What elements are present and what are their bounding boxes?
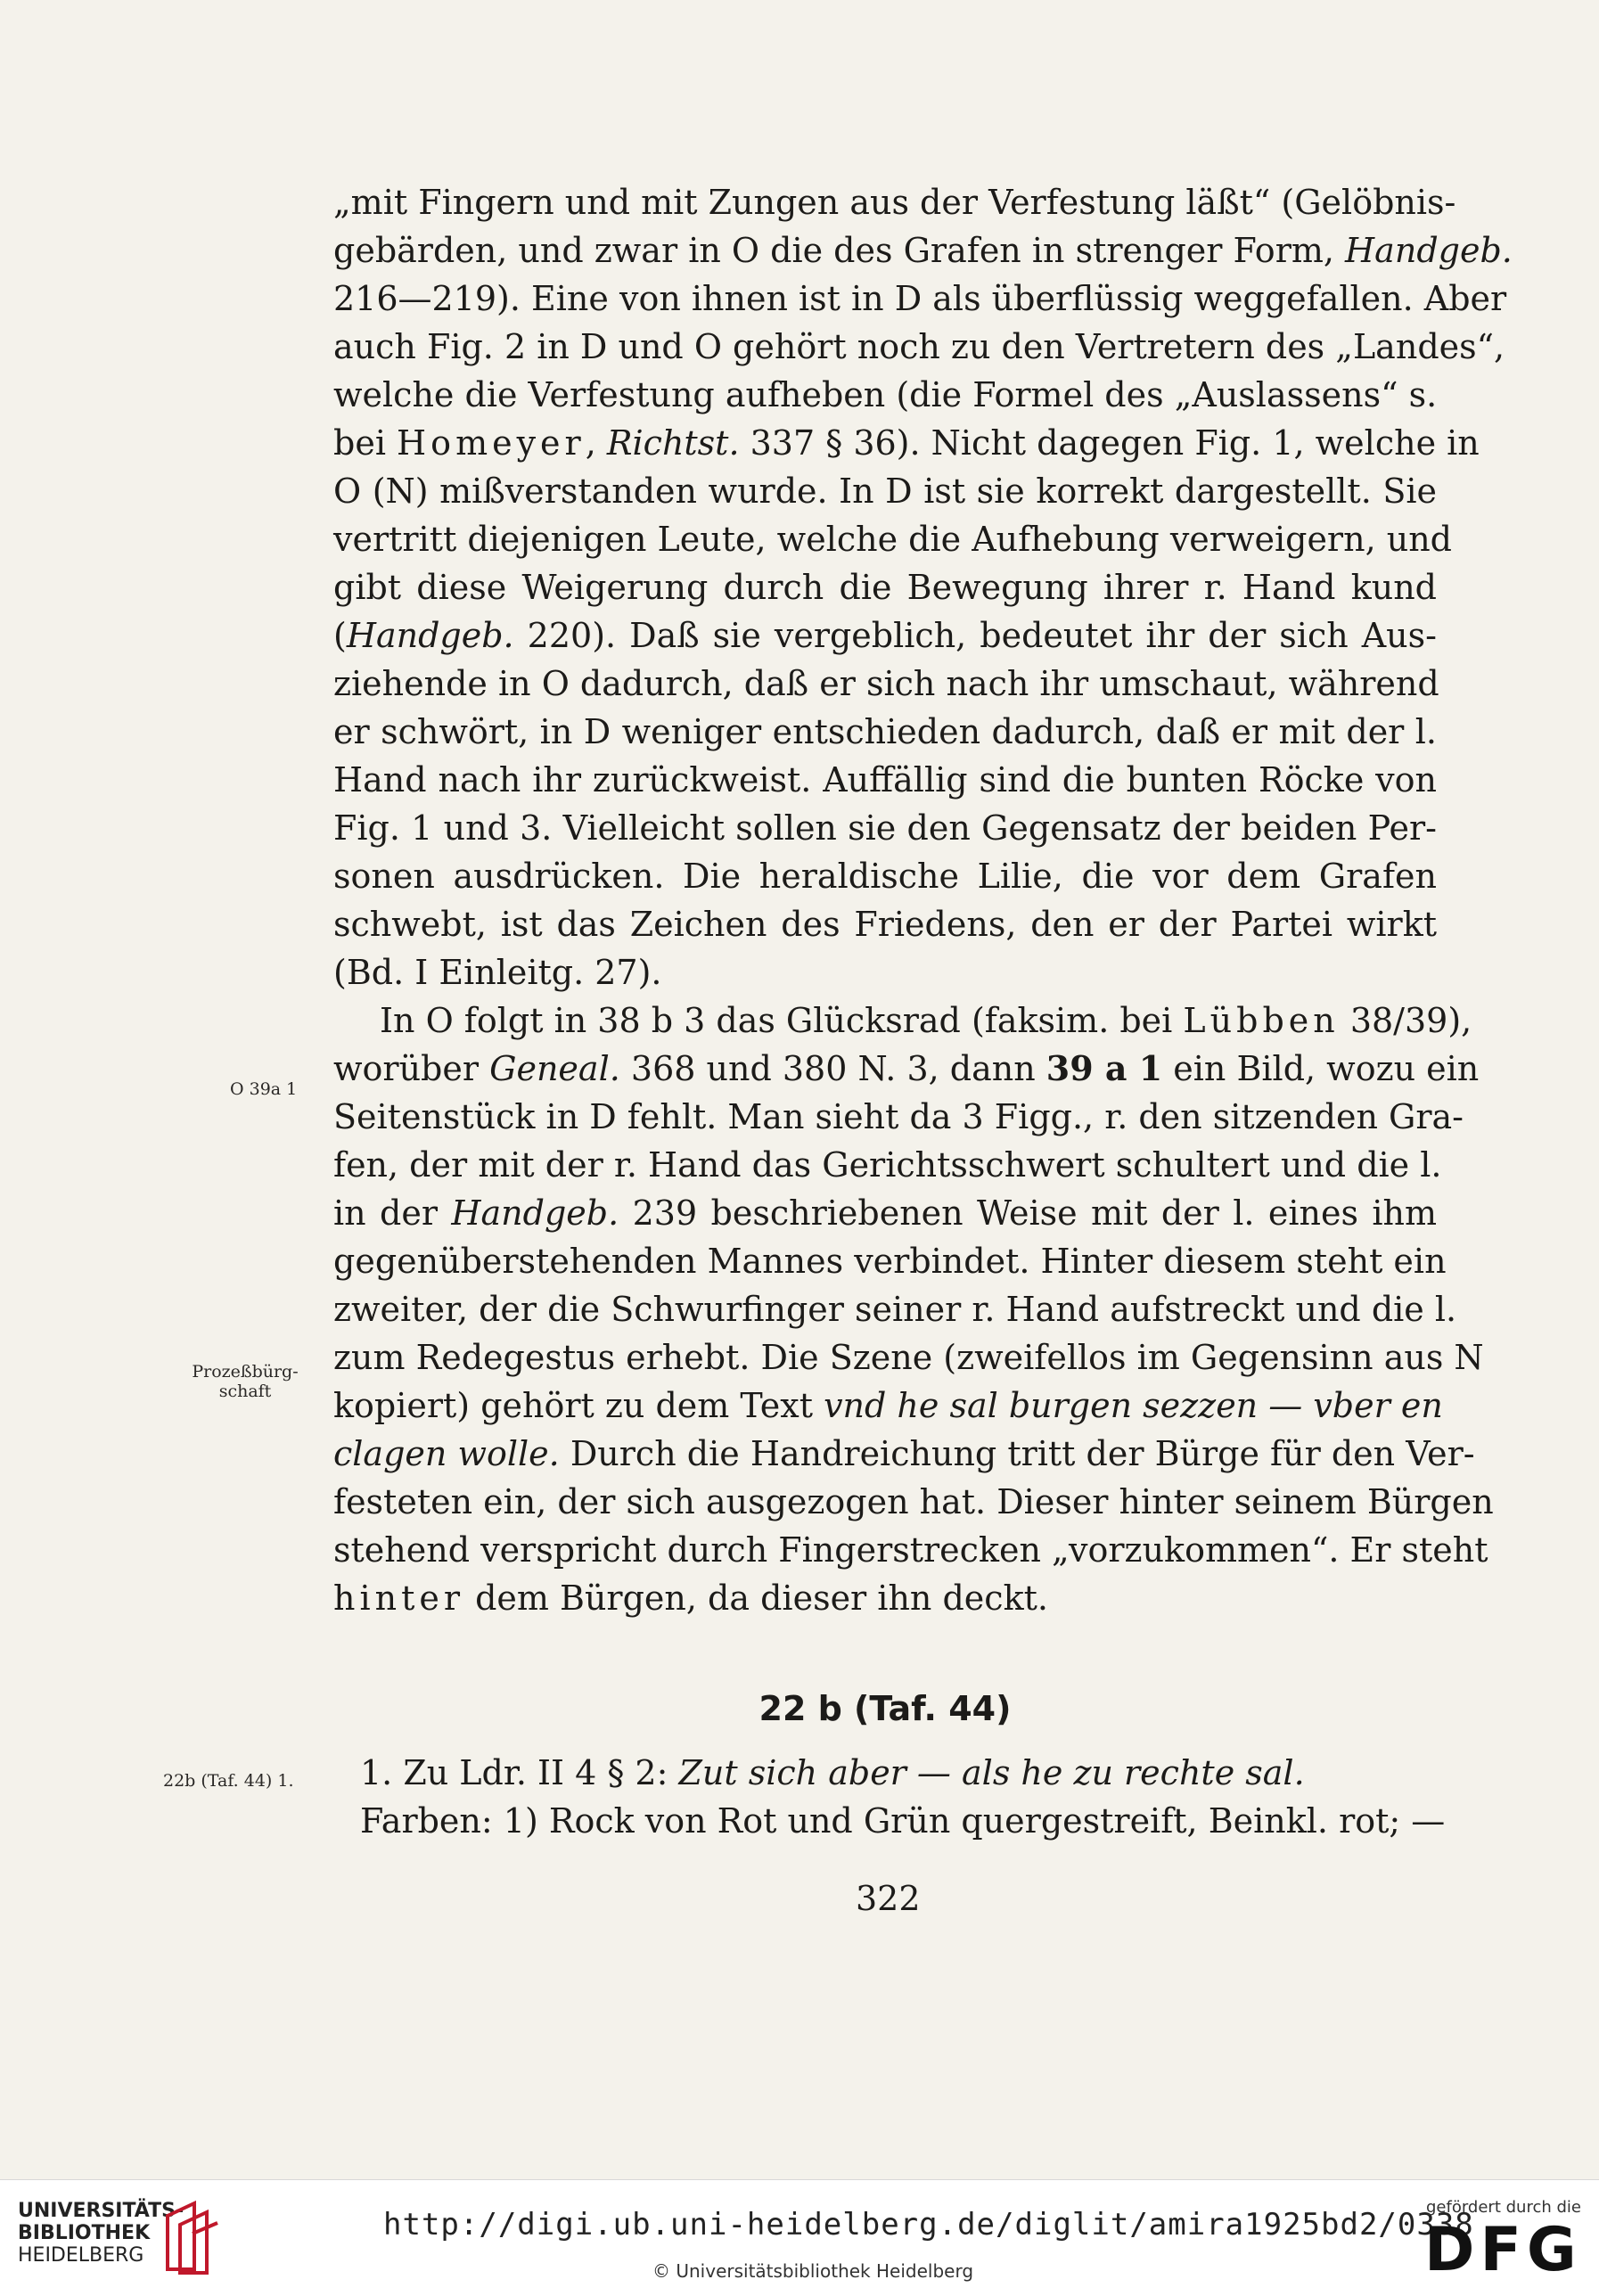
- text-line: O (N) mißverstanden wurde. In D ist sie korrekt dargestellt. Sie: [333, 472, 1437, 511]
- text-line: zweiter, der die Schwurfinger seiner r. Hand aufstreckt und die l.: [333, 1290, 1457, 1329]
- library-name: UNIVERSITÄTS- BIBLIOTHEK HEIDELBERG: [18, 2200, 184, 2267]
- paragraph-3: [333, 1749, 1446, 1845]
- copyright-notice: © Universitätsbibliothek Heidelberg: [652, 2260, 974, 2282]
- text-line: (Bd. I Einleitg. 27).: [333, 953, 662, 992]
- section-heading: 22 b (Taf. 44): [758, 1689, 1012, 1728]
- text-line: Farben: 1) Rock von Rot und Grün quergestreift, Beinkl. rot; —: [360, 1801, 1446, 1841]
- text-line: welche die Verfestung aufheben (die Formel des „Auslassens“ s.: [333, 375, 1438, 414]
- text-line: er schwört, in D weniger entschieden dadurch, daß er mit der l.: [333, 712, 1437, 751]
- margin-note-prozessbuergschaft: Prozeßbürg- schaft: [192, 1362, 299, 1401]
- text-line: in der Handgeb. 239 beschriebenen Weise mit der l. eines ihm: [333, 1193, 1438, 1233]
- text-line: (Handgeb. 220). Daß sie vergeblich, bedeutet ihr der sich Aus-: [333, 616, 1437, 655]
- text-line: In O folgt in 38 b 3 das Glücksrad (faksim. bei Lübben 38/39),: [380, 1001, 1472, 1040]
- text-line: „mit Fingern und mit Zungen aus der Verfestung läßt“ (Gelöbnis-: [333, 183, 1456, 222]
- text-line: kopiert) gehört zu dem Text vnd he sal burgen sezzen — vber en: [333, 1386, 1443, 1425]
- text-line: worüber Geneal. 368 und 380 N. 3, dann 39 a 1 ein Bild, wozu ein: [333, 1048, 1480, 1088]
- text-line: Seitenstück in D fehlt. Man sieht da 3 Figg., r. den sitzenden Gra-: [333, 1097, 1464, 1136]
- funding-caption: gefördert durch die: [1426, 2198, 1581, 2217]
- body-text: [333, 178, 1513, 1622]
- text-line: Fig. 1 und 3. Vielleicht sollen sie den Gegensatz der beiden Per-: [333, 808, 1437, 848]
- text-line: 1. Zu Ldr. II 4 § 2: Zut sich aber — als he zu rechte sal.: [360, 1753, 1305, 1792]
- dfg-logo: DFG: [1424, 2215, 1582, 2285]
- footer-bar: [0, 2179, 1599, 2296]
- text-line: ziehende in O dadurch, daß er sich nach ihr umschaut, während: [333, 664, 1439, 703]
- text-line: fen, der mit der r. Hand das Gerichtsschwert schultert und die l.: [333, 1145, 1442, 1185]
- text-line: sonen ausdrücken. Die heraldische Lilie, die vor dem Grafen: [333, 857, 1437, 896]
- document-url-link[interactable]: http://digi.ub.uni-heidelberg.de/diglit/amira1925bd2/0338: [383, 2207, 1474, 2243]
- body-text-section: [333, 1749, 1446, 1845]
- margin-note-o39: O 39a 1: [230, 1079, 298, 1099]
- text-line: hinter dem Bürgen, da dieser ihn deckt.: [333, 1578, 1048, 1618]
- text-line: zum Redegestus erhebt. Die Szene (zweifellos im Gegensinn aus N: [333, 1338, 1484, 1377]
- text-line: schwebt, ist das Zeichen des Friedens, den er der Partei wirkt: [333, 905, 1437, 944]
- university-library-logo-icon: [159, 2198, 221, 2275]
- text-line: stehend verspricht durch Fingerstrecken „vorzukommen“. Er steht: [333, 1530, 1488, 1570]
- text-line: gebärden, und zwar in O die des Grafen in strenger Form, Handgeb.: [333, 231, 1513, 270]
- text-line: clagen wolle. Durch die Handreichung tritt der Bürge für den Ver-: [333, 1434, 1475, 1473]
- text-line: vertritt diejenigen Leute, welche die Aufhebung verweigern, und: [333, 520, 1453, 559]
- text-line: Hand nach ihr zurückweist. Auffällig sind die bunten Röcke von: [333, 760, 1437, 800]
- paragraph-2: [333, 996, 1494, 1622]
- paragraph-1: [333, 178, 1513, 996]
- text-line: festeten ein, der sich ausgezogen hat. Dieser hinter seinem Bürgen: [333, 1482, 1494, 1521]
- text-line: bei Homeyer, Richtst. 337 § 36). Nicht dagegen Fig. 1, welche in: [333, 423, 1480, 463]
- text-line: auch Fig. 2 in D und O gehört noch zu den Vertretern des „Landes“,: [333, 327, 1505, 366]
- text-line: gegenüberstehenden Mannes verbindet. Hinter diesem steht ein: [333, 1242, 1447, 1281]
- page-number: 322: [856, 1879, 921, 1918]
- text-line: gibt diese Weigerung durch die Bewegung ihrer r. Hand kund: [333, 568, 1437, 607]
- margin-note-taf: 22b (Taf. 44) 1.: [163, 1771, 294, 1791]
- text-line: 216—219). Eine von ihnen ist in D als überflüssig weggefallen. Aber: [333, 279, 1507, 318]
